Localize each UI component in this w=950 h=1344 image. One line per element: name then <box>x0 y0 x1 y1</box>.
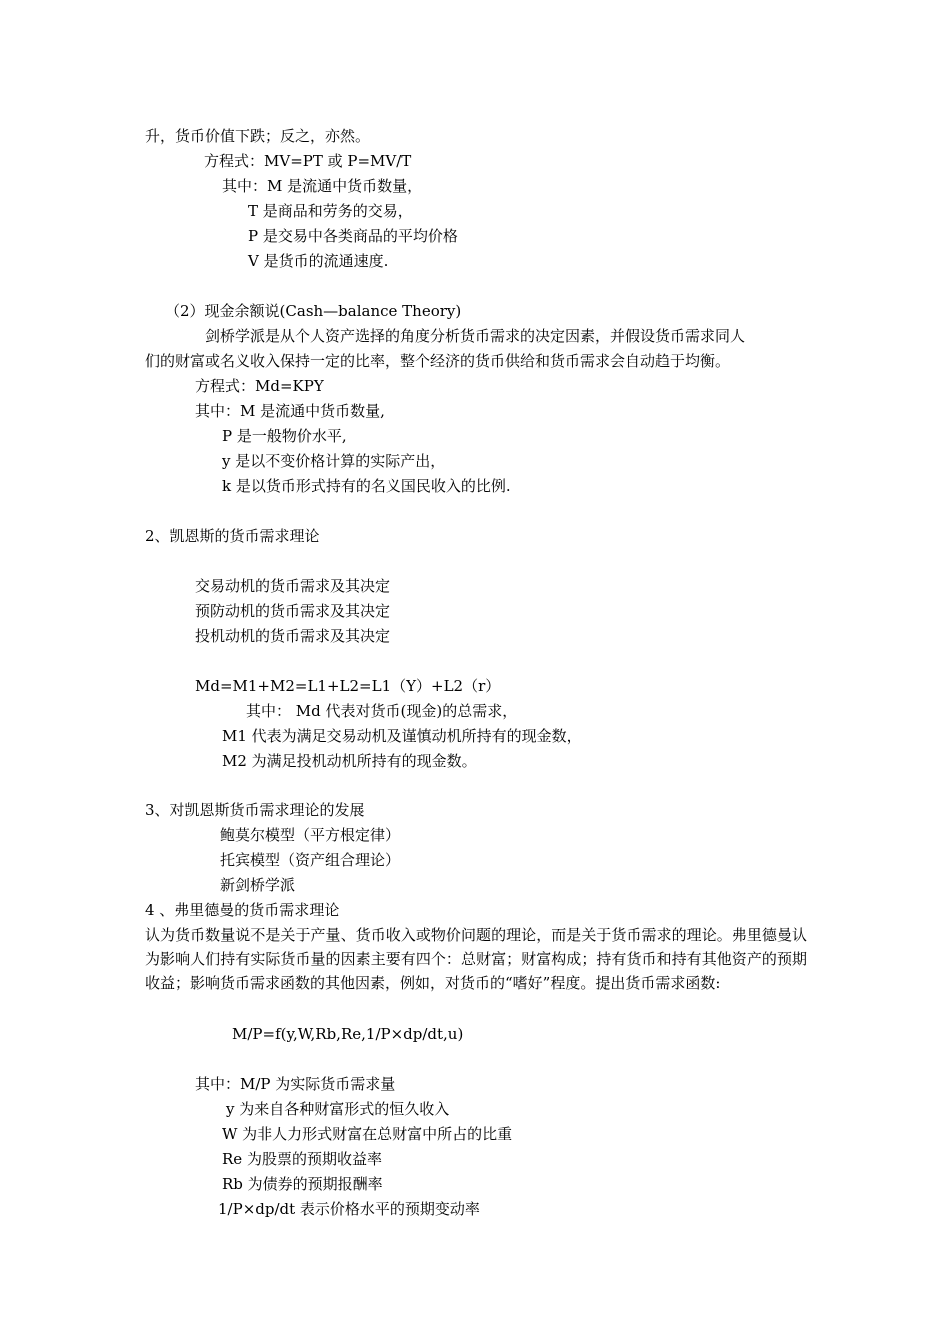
definition-line: 其中：M/P 为实际货币需求量 <box>195 1075 396 1093</box>
list-item: 鲍莫尔模型（平方根定律） <box>220 826 401 844</box>
paragraph-line: 们的财富或名义收入保持一定的比率，整个经济的货币供给和货币需求会自动趋于均衡。 <box>145 352 731 370</box>
definition-line: 其中：M 是流通中货币数量, <box>195 402 385 420</box>
definition-line: 其中：M 是流通中货币数量， <box>222 177 423 195</box>
text-line: 升，货币价值下跌；反之，亦然。 <box>145 127 371 145</box>
definition-line: M1 代表为满足交易动机及谨慎动机所持有的现金数， <box>222 727 582 745</box>
equation-line: 方程式：Md=KPY <box>195 377 324 395</box>
list-item: 投机动机的货币需求及其决定 <box>195 627 391 645</box>
definition-line: y 为来自各种财富形式的恒久收入 <box>226 1100 450 1118</box>
list-item: 预防动机的货币需求及其决定 <box>195 602 391 620</box>
definition-line: P 是一般物价水平, <box>222 427 347 445</box>
section-heading: 3、对凯恩斯货币需求理论的发展 <box>145 801 365 819</box>
definition-line: P 是交易中各类商品的平均价格 <box>248 227 458 245</box>
definition-line: Re 为股票的预期收益率 <box>222 1150 382 1168</box>
equation-line: M/P=f(y,W,Rb,Re,1/P×dp/dt,u) <box>232 1025 464 1043</box>
list-item: 新剑桥学派 <box>220 876 296 894</box>
section-heading: （2）现金余额说(Cash—balance Theory) <box>165 302 462 320</box>
definition-line: 其中： Md 代表对货币(现金)的总需求， <box>246 702 518 720</box>
paragraph-line: 剑桥学派是从个人资产选择的角度分析货币需求的决定因素，并假设货币需求同人 <box>205 327 746 345</box>
section-heading: 4 、弗里德曼的货币需求理论 <box>145 901 340 919</box>
definition-line: y 是以不变价格计算的实际产出， <box>222 452 446 470</box>
list-item: 交易动机的货币需求及其决定 <box>195 577 391 595</box>
section-heading: 2、凯恩斯的货币需求理论 <box>145 527 320 545</box>
equation-line: 方程式：MV=PT 或 P=MV/T <box>204 152 412 170</box>
definition-line: V 是货币的流通速度. <box>248 252 389 270</box>
definition-line: Rb 为债券的预期报酬率 <box>222 1175 383 1193</box>
definition-line: M2 为满足投机动机所持有的现金数。 <box>222 752 477 770</box>
definition-line: 1/P×dp/dt 表示价格水平的预期变动率 <box>218 1200 480 1218</box>
equation-line: Md=M1+M2=L1+L2=L1（Y）+L2（r） <box>195 677 501 695</box>
paragraph: 认为货币数量说不是关于产量、货币收入或物价问题的理论，而是关于货币需求的理论。弗里德曼认为影响人们持有实际货币量的因素主要有四个：总财富；财富构成；持有货币和持有其他资产的预期收益；影响货币需求函数的其他因素，例如，对货币的“嗜好”程度。提出货币需求函数: <box>145 926 807 992</box>
definition-line: T 是商品和劳务的交易， <box>248 202 413 220</box>
list-item: 托宾模型（资产组合理论） <box>220 851 401 869</box>
definition-line: W 为非人力形式财富在总财富中所占的比重 <box>222 1125 513 1143</box>
definition-line: k 是以货币形式持有的名义国民收入的比例. <box>222 477 511 495</box>
